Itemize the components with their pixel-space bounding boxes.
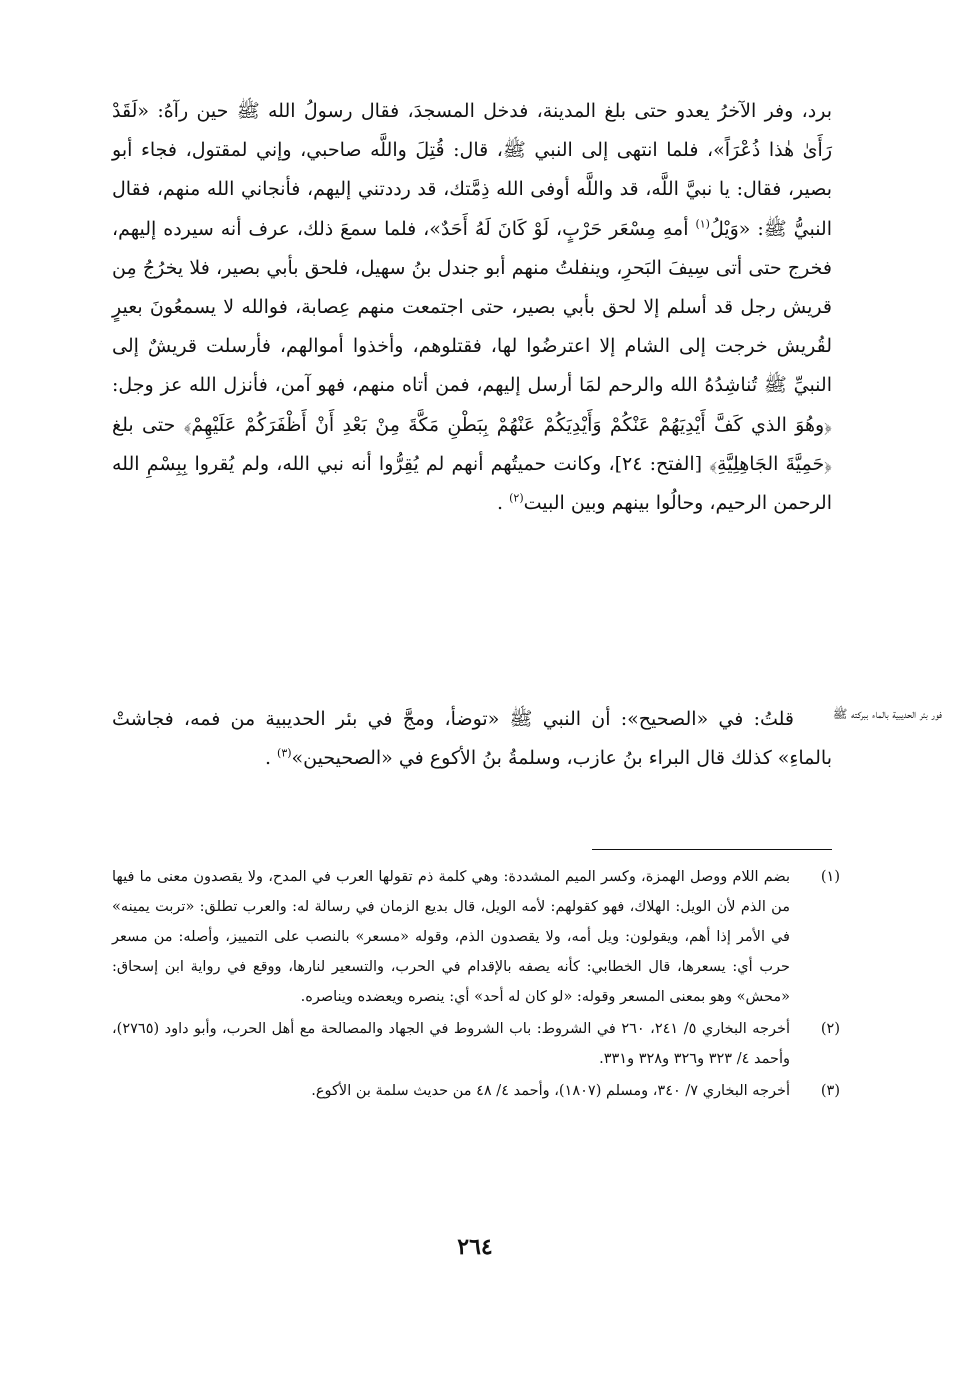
footnote-1 [112, 862, 840, 1012]
paragraph-1-continuation: أمهِ مِسْعَر حَرْبٍ، لَوْ كَانَ لَهُ أَحَدٌ»، فلما سمعَ ذلك، عرف أنه سيرده إليهم، فخرج حتى أتى سِيفَ البَحرِ، وينفلتُ منهم أبو جندل بنُ سهيل، فلحق بأبي بصير، فلا يخرُجُ مِن قريش رجل قد أسلم إلا لحق بأبي بصير، حتى اجتمعت منهم عِصابة، فوالله لا يسمعُونَ بعيرٍ لقُريش خرجت إلى الشام إلا اعترضُوا لها، فقتلوهم، وأخذوا أموالهم، فأرسلت قريشٌ إلى النبيِّ ﷺ تُناشِدُهُ الله والرحم لمَا أرسل إليهم، فمن أتاه منهم، فهو آمن، فأنزل الله عز وجل: ﴿وهُوَ الذي كَفَّ أَيْدِيَهُمْ عَنْكُمْ وَأَيْدِيَكُمْ عَنْهُمْ بِبَطْنِ مَكَّةَ مِنْ بَعْدِ أَنْ أَظْفَرَكُمْ عَلَيْهِمْ﴾ حتى بلغ ﴿حَمِيَّةَ الجَاهِلِيَّةِ﴾ [الفتح: ٢٤]، وكانت حميتُهم أنهم لم يُقِرُّوا أنه نبي الله، ولم يُقروا بِبِسْمِ الله الرحمن الرحيم، وحالُوا بينهم وبين البيت [112, 217, 832, 515]
paragraph-2-text: قلتُ: في «الصحيح»: أن النبي ﷺ «توضأ، ومجَّ في بئر الحديبية من فمه، فجاشتْ بالماءِ» كذلك قال البراء بنُ عازب، وسلمةُ بنُ الأكوع في «الصحيحين» [112, 708, 832, 770]
footnote-text: أخرجه البخاري ٥/ ٢٤١، ٢٦٠ في الشروط: باب الشروط في الجهاد والمصالحة مع أهل الحرب، وأبو داود (٢٧٦٥)، وأحمد ٤/ ٣٢٣ و٣٢٦ و٣٢٨ و٣٣١. [112, 1021, 790, 1067]
page-number: ٢٦٤ [457, 1234, 493, 1260]
paragraph-2 [112, 700, 832, 778]
footnote-2 [112, 1014, 840, 1074]
main-text-block [112, 92, 832, 523]
footnote-ref-3: (٣) [277, 746, 292, 760]
footnote-number: (١) [820, 869, 840, 885]
footnote-number: (٢) [820, 1021, 840, 1037]
margin-note: فور بئر الحديبية بالماء ببركته ﷺ [832, 707, 942, 721]
paragraph-2-end: . [264, 747, 278, 770]
paragraph-1-end: . [497, 492, 510, 515]
footnote-divider [592, 849, 832, 850]
footnote-ref-1: (١) [695, 217, 710, 231]
main-text-block-2 [112, 700, 832, 778]
footnote-text: أخرجه البخاري ٧/ ٣٤٠، ومسلم (١٨٠٧)، وأحمد ٤/ ٤٨ من حديث سلمة بن الأكوع. [311, 1083, 790, 1099]
footnote-3 [112, 1076, 840, 1106]
paragraph-1 [112, 92, 832, 523]
footnotes-section [112, 862, 840, 1108]
footnote-ref-2: (٢) [509, 491, 524, 505]
paragraph-1-text: برد، وفر الآخرُ يعدو حتى بلغ المدينة، فدخل المسجدَ، فقال رسولُ الله ﷺ حين رآهُ: «لَقَدْ رَأَىٰ هٰذا ذُعْرَاً»، فلما انتهى إلى النبي ﷺ، قال: قُتِلَ واللَّه صاحبي، وإني لمقتول، فجاء أبو بصير، فقال: يا نبيَّ اللَّه، قد واللَّه أوفى الله ذِمَّتك، قد رددتني إليهم، فأنجاني الله منهم، فقال النبيُّ ﷺ: «وَيْلُ [112, 100, 833, 240]
footnote-text: بضم اللام ووصل الهمزة، وكسر الميم المشددة: وهي كلمة ذم تقولها العرب في المدح، ولا يقصدون معنى ما فيها من الذم لأن الويل: الهلاك، فهو كقولهم: لأمه الويل، قال بديع الزمان في رسالة له: والعرب تطلق: «تربت يمينه» في الأمر إذا أهم، ويقولون: ويل أمه، ولا يقصدون الذم، وقوله «مسعر» بالنصب على التمييز، وأصله: من مسعر حرب أي: يسعرها، قال الخطابي: كأنه يصفه بالإقدام في الحرب، والتسعير لنارها، ووقع في رواية ابن إسحاق: «محش» وهو بمعنى المسعر وقوله: «لو كان له أحد» أي: ينصره ويعضده ويناصره. [112, 869, 790, 1005]
footnote-number: (٣) [820, 1083, 840, 1099]
